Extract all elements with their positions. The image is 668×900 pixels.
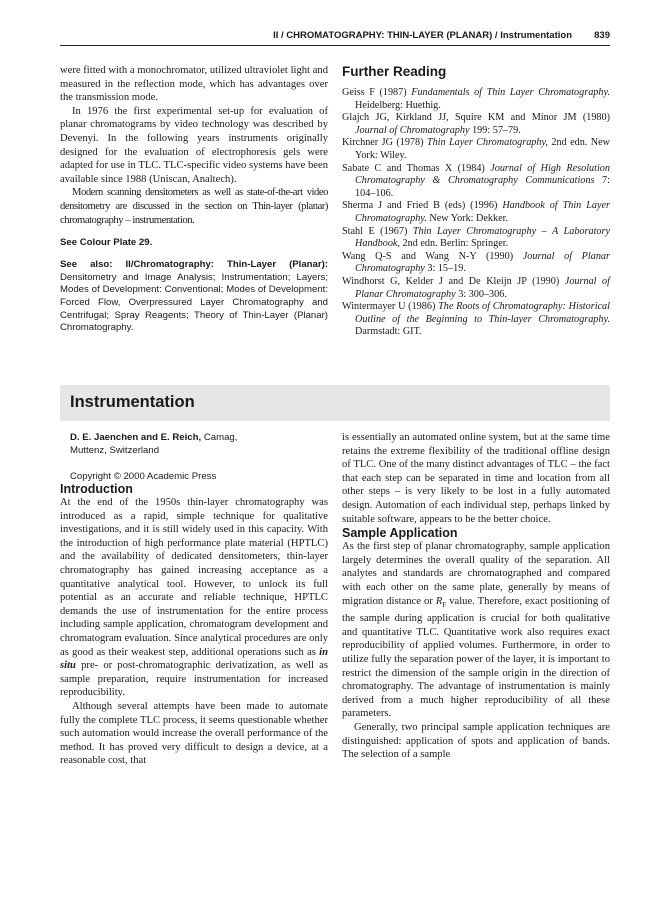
sample-application-heading: Sample Application (342, 526, 458, 541)
sample-text: value. Therefore, exact positioning of the sample during application is crucial for both qualitative and quantitative TLC. Quantitative work also requires exact reproducibility of applied volumes. Furthermore, in order to utilize fully the separation power of the layer, it is important to restrict the dimension of the sample origin in the direction of chromatography. The advantage of instrumentation is mainly derived from a much higher reproducibility of all these parameters. (342, 595, 610, 720)
reference-authors: Wang Q-S and Wang N-Y (1990) (342, 250, 523, 262)
reference-authors: Geiss F (1987) (342, 87, 412, 98)
reference-item (342, 87, 610, 112)
copyright-line: Copyright © 2000 Academic Press (70, 471, 217, 482)
affiliation: Camag, (203, 432, 238, 443)
reference-title: Journal of Planar Chromatography (355, 275, 610, 300)
rf-subscript: F (442, 600, 447, 609)
intro-emphasis: in situ (60, 646, 328, 672)
introduction-paragraph: Although several attempts have been made to automate fully the complete TLC process, it seems questionable whether such automation would increase the overall performance of the method. It has proved very difficult to design a device, at a reasonable cost, that (60, 700, 328, 767)
reference-details: Darmstadt: GIT. (355, 326, 422, 338)
reference-title: Journal of Chromatography (355, 124, 470, 136)
see-also-links: Densitometry and Image Analysis; Instrumentation; Layers; Modes of Development: Conventional; Modes of Development: Forced Flow, Overpressured Layer Chromatography and Centrifugal; Spray Reagents; Theory of Thin-Layer (Planar) Chromatography. (60, 271, 328, 334)
reference-title: Fundamentals of Thin Layer Chromatography. (411, 87, 610, 98)
sample-text: As the first step of planar chromatography, sample application largely determines the overall quality of the separation. All analytes and standards are chromatographed and compared with each other on the same plate, generally by means of migration distance or (342, 541, 610, 607)
see-also (60, 259, 328, 335)
sample-application-paragraph: Generally, two principal sample application techniques are distinguished: application of spots and application of bands. The selection of a sample (342, 721, 610, 761)
article-title-band (60, 385, 610, 421)
reference-details: Heidelberg: Huethig. (355, 99, 441, 111)
intro-text: At the end of the 1950s thin-layer chromatography was introduced as a rapid, simple technique for qualitative investigations, and it is still widely used in this capacity. With the introduction of high performance plate material (HPTLC) and the availability of dedicated densitometers, thin-layer chromatography has gained increasing acceptance as a quantitative analytical tool. However, to unlock its full potential as an accurate and reliable technique, HPTLC demands the use of instrumentation for the entire process including sample application, chromatogram development and chromatogram evaluation. Since analytical procedures are only as good as their weakest step, additional operations such as (60, 497, 328, 658)
see-also-lead: See also: II/Chromatography: Thin-Layer (Planar): (60, 259, 328, 271)
affiliation-location: Muttenz, Switzerland (70, 445, 160, 456)
running-head (60, 30, 610, 44)
reference-details: 199: 57–79. (469, 124, 521, 136)
page-number: 839 (594, 30, 610, 41)
reference-title: The Roots of Chromatography: Historical Outline of the Beginning to Thin-layer Chromatography. (355, 301, 610, 325)
reference-item (342, 137, 610, 162)
reference-details: 3: 15–19. (424, 263, 466, 275)
reference-item (342, 200, 610, 225)
running-head-title: II / CHROMATOGRAPHY: THIN-LAYER (PLANAR) / Instrumentation (273, 30, 572, 41)
previous-article-column (60, 64, 328, 335)
introduction-heading: Introduction (60, 482, 133, 496)
previous-article-paragraph: Modern scanning densitometers as well as state-of-the-art video densitometry are discussed in the section on Thin-layer (planar) chromatography – instrumentation. (60, 187, 328, 226)
intro-text: pre- or post-chromatographic derivatization, as well as sample preparation, require instrumentation for increased reproducibility. (60, 660, 328, 699)
reference-item (342, 112, 610, 137)
reference-authors: Wintermayer U (1986) (342, 301, 439, 313)
reference-details: New York: Dekker. (426, 212, 509, 224)
reference-item (342, 301, 610, 339)
reference-title: Journal of High Resolution Chromatography & Chromatography Communications (355, 162, 610, 187)
colour-plate-note: See Colour Plate 29. (60, 237, 153, 249)
article-right-column (342, 431, 610, 762)
further-reading-heading: Further Reading (342, 64, 447, 79)
reference-item (342, 226, 610, 251)
reference-item (342, 251, 610, 276)
reference-item (342, 276, 610, 301)
reference-title: Thin Layer Chromatography, (426, 137, 548, 149)
reference-list (342, 87, 610, 339)
reference-details: 2nd edn. Berlin: Springer. (400, 238, 509, 250)
article-title: Instrumentation (70, 393, 195, 411)
reference-title: Thin Layer Chromatography – A Laboratory Handbook, (355, 225, 610, 250)
reference-details: 3: 300–306. (455, 288, 507, 300)
reference-authors: Glajch JG, Kirkland JJ, Squire KM and Minor JM (1980) (342, 112, 610, 124)
rf-symbol: R (435, 595, 443, 607)
introduction-continuation: is essentially an automated online system, but at the same time retains the extreme flexibility of the traditional offline design of TLC. One of the many distinct advantages of TLC – the fact that each step can be separated in time and location from all other steps – is very likely to be lost in a fully automated design. Automation of each individual step, perhaps linked by suitable software, appears to be the better choice. (342, 432, 610, 525)
previous-article-paragraph: In 1976 the first experimental set-up for evaluation of planar chromatograms by video technology was described by Devenyi. In the following years instruments originally designed for the evaluation of electrophoresis gels were adapted for use in TLC. TLC-specific video systems have been available since 1988 (Uniscan, Analtech). (60, 105, 328, 185)
reference-item (342, 163, 610, 201)
reference-authors: Sabate C and Thomas X (1984) (342, 162, 491, 174)
introduction-paragraph (60, 496, 328, 700)
reference-authors: Stahl E (1967) (342, 225, 413, 237)
reference-authors: Sherma J and Fried B (eds) (1996) (342, 200, 503, 212)
header-rule (60, 45, 610, 46)
reference-authors: Kirchner JG (1978) (342, 137, 427, 149)
author-names: D. E. Jaenchen and E. Reich, (70, 432, 202, 443)
reference-title: Journal of Planar Chromatography (355, 250, 610, 275)
reference-authors: Windhorst G, Kelder J and De Kleijn JP (1990) (342, 275, 565, 287)
reference-details: 7: 104–106. (355, 175, 610, 199)
author-block (70, 431, 328, 457)
article-left-column (60, 431, 328, 768)
reference-title: Handbook of Thin Layer Chromatography. (355, 200, 610, 224)
previous-article-paragraph: were fitted with a monochromator, utilized ultraviolet light and measured in the reflection mode, which has advantages over the transmission mode. (60, 65, 328, 104)
further-reading-column (342, 64, 610, 339)
sample-application-paragraph (342, 540, 610, 721)
reference-details: 2nd edn. New York: Wiley. (355, 137, 610, 161)
